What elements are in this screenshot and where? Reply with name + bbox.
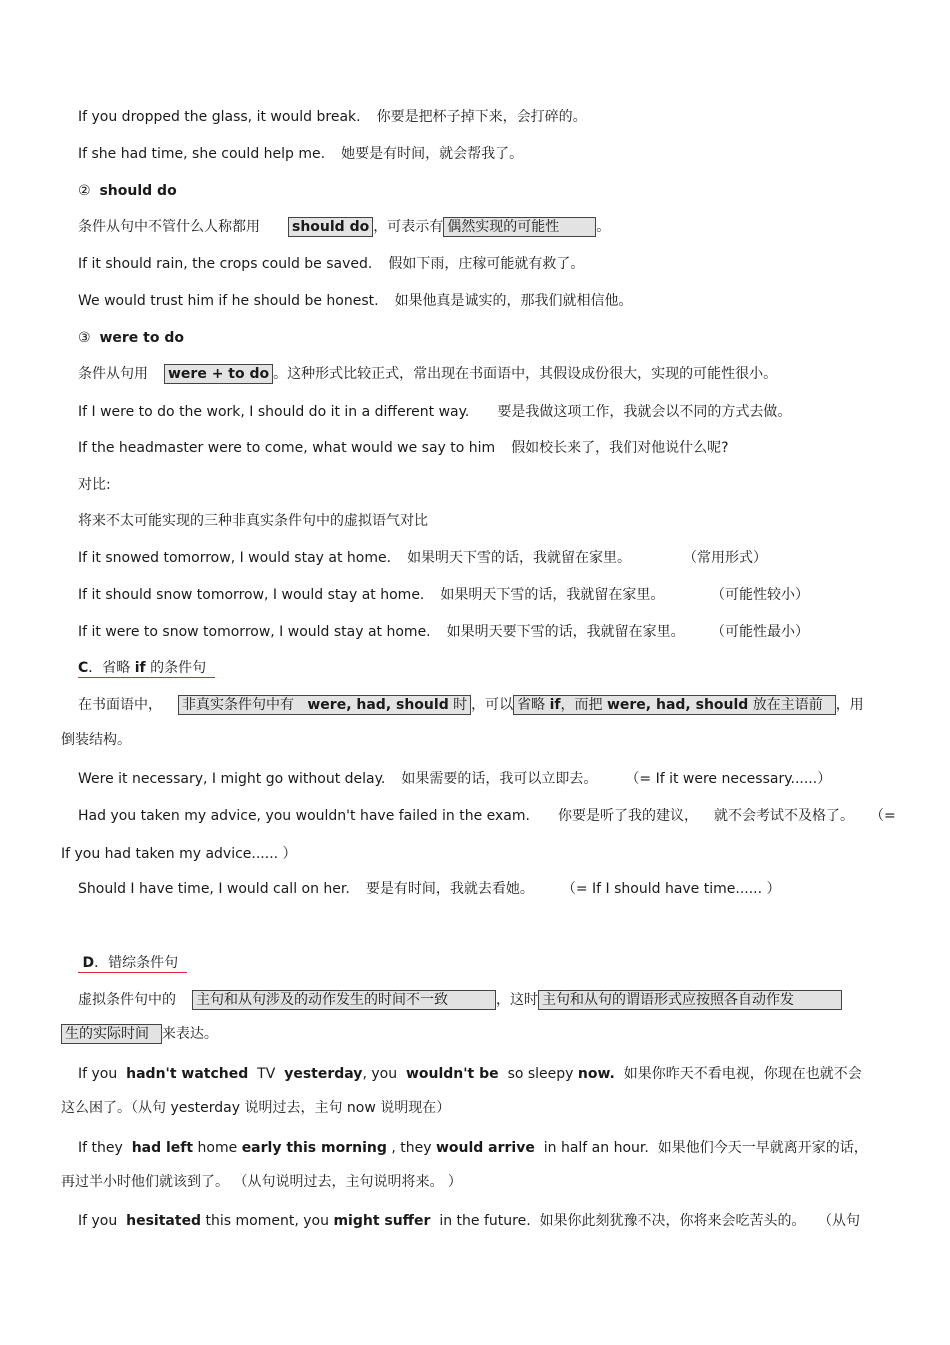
example-sentence: Had you taken my advice, you wouldn't have failed in the exam. 你要是听了我的建议， 就不会考试不及格了。 （= [78,808,896,824]
rule-text: 条件从句用 were + to do 。这种形式比较正式，常出现在书面语中，其假设成份很大，实现的可能性很小。 [78,366,778,382]
example-sentence-continued: 这么困了。（从句 yesterday 说明过去，主句 now 说明现在） [61,1100,451,1116]
example-sentence: We would trust him if he should be honest. 如果他真是诚实的，那我们就相信他。 [78,293,633,309]
highlight-box: 生的实际时间 [61,1024,162,1044]
subheading-should-do: ② should do [78,183,177,199]
highlight-box: 非真实条件句中有 were, had, should 时 [178,695,471,715]
rule-text: 条件从句中不管什么人称都用 should do ，可表示有 偶然实现的可能性 。 [78,219,611,235]
rule-text-continued: 生的实际时间 来表达。 [61,1024,218,1044]
example-sentence: Should I have time, I would call on her. 要是有时间，我就去看她。 （= If I should have time...... ） [78,881,781,897]
example-sentence: If you dropped the glass, it would break. 你要是把杯子掉下来，会打碎的。 [78,109,587,125]
highlight-box: 主句和从句的谓语形式应按照各自动作发 [538,990,842,1010]
rule-text: 虚拟条件句中的 主句和从句涉及的动作发生的时间不一致 ，这时 主句和从句的谓语形式应按照各自动作发 [78,990,842,1010]
example-sentence: If you hesitated this moment, you might suffer in the future. 如果你此刻犹豫不决，你将来会吃苦头的。 （从句 [78,1213,860,1229]
example-sentence: If it should rain, the crops could be saved. 假如下雨，庄稼可能就有救了。 [78,256,585,272]
section-heading-c: C．省略 if 的条件句 [78,658,215,678]
subheading-were-to-do: ③ were to do [78,330,184,346]
highlight-box: 偶然实现的可能性 [443,217,596,237]
highlight-box: were + to do [164,364,273,384]
example-sentence: If she had time, she could help me. 她要是有时间，就会帮我了。 [78,146,524,162]
example-sentence-continued: 再过半小时他们就该到了。 （从句说明过去，主句说明将来。 ） [61,1174,462,1190]
example-sentence: If it should snow tomorrow, I would stay at home. 如果明天下雪的话，我就留在家里。 （可能性较小） [78,587,809,603]
rule-text: 在书面语中， 非真实条件句中有 were, had, should 时 ，可以 省略 if，而把 were, had, should 放在主语前 ，用 [78,697,864,713]
example-sentence: If the headmaster were to come, what would we say to him 假如校长来了，我们对他说什么呢? [78,440,729,456]
example-sentence: If it were to snow tomorrow, I would stay at home. 如果明天要下雪的话，我就留在家里。 （可能性最小） [78,624,809,640]
highlight-box: should do [288,217,373,237]
section-heading-d: D．错综条件句 [78,953,187,973]
example-sentence: If I were to do the work, I should do it in a different way. 要是我做这项工作，我就会以不同的方式去做。 [78,404,792,420]
label-text: 将来不太可能实现的三种非真实条件句中的虚拟语气对比 [78,513,428,529]
example-sentence-continued: If you had taken my advice...... ） [61,846,297,862]
example-sentence: If it snowed tomorrow, I would stay at home. 如果明天下雪的话，我就留在家里。 （常用形式） [78,550,767,566]
example-sentence: If they had left home early this morning , they would arrive in half an hour. 如果他们今天一早就离开家的话， [78,1140,868,1156]
example-sentence: Were it necessary, I might go without delay. 如果需要的话，我可以立即去。 （= If it were necessary......） [78,771,832,787]
example-sentence: If you hadn't watched TV yesterday, you wouldn't be so sleepy now. 如果你昨天不看电视，你现在也就不会 [78,1066,862,1082]
rule-text-continued: 倒装结构。 [61,732,131,748]
highlight-box: 主句和从句涉及的动作发生的时间不一致 [192,990,496,1010]
label-text: 对比: [78,477,111,493]
highlight-box: 省略 if，而把 were, had, should 放在主语前 [513,695,836,715]
